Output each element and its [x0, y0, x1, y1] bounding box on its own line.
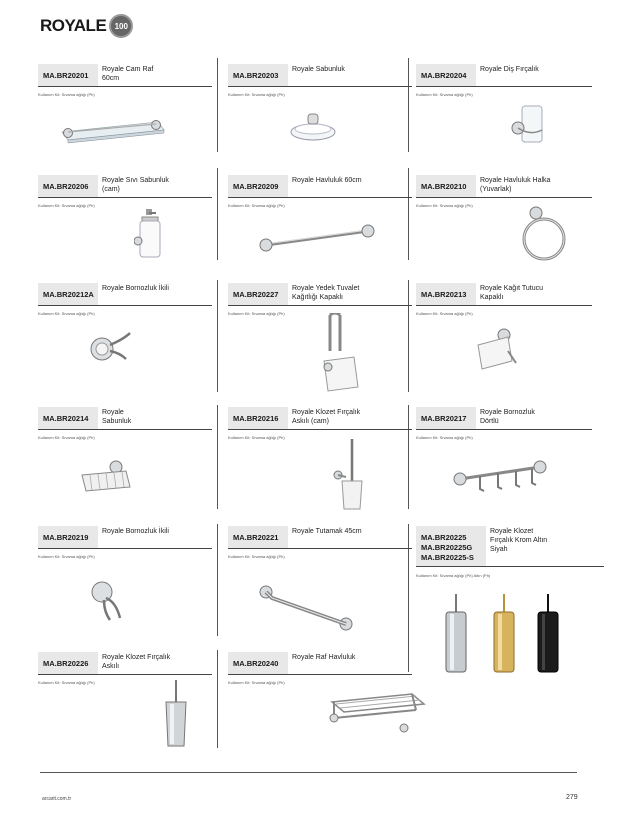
toilet-brush-wall-image	[162, 678, 188, 748]
product-underline	[228, 197, 412, 198]
product-underline	[228, 548, 412, 549]
product-name: Royale Diş Fırçalık	[480, 66, 539, 73]
product-spec: Kullanım Kit: Sıvama ağlığı (Ph)	[228, 435, 285, 440]
product-underline	[416, 305, 592, 306]
product-code: MA.BR20210	[416, 175, 476, 197]
product-card	[38, 283, 212, 383]
product-card	[416, 283, 592, 383]
soap-dispenser-image	[134, 207, 164, 263]
product-spec: Kullanım Kit: Sıvama ağlığı (Ph)	[38, 311, 95, 316]
product-spec: Kullanım Kit: Sıvama ağlığı (Ph)	[38, 435, 95, 440]
product-code: MA.BR20213	[416, 283, 476, 305]
brand-badge: 100	[109, 14, 133, 38]
product-card	[228, 407, 412, 507]
product-card	[38, 175, 212, 265]
product-spec: Kullanım Kit: Sıvama ağlığı (Ph)	[38, 680, 95, 685]
product-card	[38, 652, 212, 752]
towel-ring-image	[518, 205, 568, 263]
product-spec: Kullanım Kit: Sıvama ağlığı (Ph)	[416, 311, 473, 316]
product-spec: Kullanım Kit: Sıvama ağlığı (Ph)	[228, 92, 285, 97]
product-underline	[38, 674, 212, 675]
product-spec: Kullanım Kit: Sıvama ağlığı (Ph)	[228, 680, 285, 685]
brush-holder-black-image	[534, 592, 562, 674]
product-underline	[416, 429, 592, 430]
towel-bar-image	[256, 223, 378, 255]
soap-basket-image	[78, 459, 134, 493]
product-underline	[38, 197, 212, 198]
product-name: Royale Raf Havluluk	[292, 654, 356, 661]
brush-holder-chrome-image	[442, 592, 470, 674]
product-code: MA.BR20206	[38, 175, 98, 197]
product-code: MA.BR20226	[38, 652, 98, 674]
column-divider	[217, 58, 218, 152]
product-card	[228, 64, 412, 154]
toilet-brush-holder-image	[332, 437, 364, 511]
product-underline	[228, 429, 412, 430]
product-card	[38, 407, 212, 507]
column-divider	[217, 168, 218, 260]
product-underline	[38, 86, 212, 87]
product-spec: Kullanım Kit: Sıvama ağlığı (Ph)	[416, 435, 473, 440]
product-name: Royale Sabunluk	[292, 66, 345, 73]
product-code: MA.BR20214	[38, 407, 98, 429]
product-spec: Kullanım Kit: Sıvama ağlığı (Ph)	[416, 92, 473, 97]
product-underline	[228, 305, 412, 306]
spare-roll-holder-image	[318, 313, 362, 393]
product-spec: Kullanım Kit: Sıvama ağlığı (Ph)	[228, 311, 285, 316]
product-code: MA.BR20201	[38, 64, 98, 86]
column-divider	[217, 524, 218, 636]
product-underline	[38, 548, 212, 549]
page-number: 279	[566, 794, 578, 801]
brand-name: ROYALE	[40, 16, 107, 35]
column-divider	[217, 280, 218, 392]
grab-bar-image	[258, 584, 356, 632]
product-code: MA.BR20216	[228, 407, 288, 429]
product-name: Royale Bornozluk İkili	[102, 528, 169, 535]
product-spec: Kullanım Kit: Sıvama ağlığı (Ph)	[228, 554, 285, 559]
paper-holder-image	[474, 327, 520, 371]
product-code: MA.BR20217	[416, 407, 476, 429]
towel-shelf-image	[328, 688, 428, 734]
product-underline	[416, 86, 592, 87]
column-divider	[217, 405, 218, 509]
product-name: Royale Sıvı Sabunluk (cam)	[102, 177, 169, 193]
product-underline	[416, 566, 604, 567]
product-card	[228, 283, 412, 383]
product-code: MA.BR20227	[228, 283, 288, 305]
product-code: MA.BR20219	[38, 526, 98, 548]
product-underline	[228, 86, 412, 87]
quad-hook-rail-image	[452, 457, 548, 501]
footer-url: arcarit.com.tr	[42, 796, 72, 802]
product-code: MA.BR20203	[228, 64, 288, 86]
product-underline	[416, 197, 592, 198]
product-name: Royale Tutamak 45cm	[292, 528, 362, 535]
product-name: Royale Sabunluk	[102, 409, 132, 425]
product-code: MA.BR20212A	[38, 283, 98, 305]
brush-holder-gold-image	[490, 592, 518, 674]
product-spec: Kullanım Kit: Sıvama ağlığı (Ph)	[416, 203, 473, 208]
product-code: MA.BR20240	[228, 652, 288, 674]
product-underline	[228, 674, 412, 675]
column-divider	[217, 650, 218, 748]
product-code: MA.BR20209	[228, 175, 288, 197]
product-card	[416, 175, 592, 265]
product-name: Royale Klozet Fırçalık Askılı (cam)	[292, 409, 361, 425]
product-name: Royale Klozet Fırçalık Askılı	[102, 654, 171, 670]
brand-logo	[40, 14, 133, 38]
product-spec: Kullanım Kit: Sıvama ağlığı (Ph) Altın (Ph)	[416, 573, 491, 578]
tumbler-holder-image	[510, 102, 546, 148]
product-card	[416, 526, 604, 676]
soap-dish-image	[288, 110, 338, 144]
product-card	[228, 652, 412, 752]
product-underline	[38, 305, 212, 306]
product-card	[38, 526, 212, 626]
product-name: Royale Bornozluk Dörtlü	[480, 409, 535, 425]
product-card	[416, 407, 592, 507]
product-name: Royale Cam Raf 60cm	[102, 66, 154, 82]
product-spec: Kullanım Kit: Sıvama ağlığı (Ph)	[228, 203, 285, 208]
product-name: Royale Bornozluk İkili	[102, 285, 169, 292]
product-spec: Kullanım Kit: Sıvama ağlığı (Ph)	[38, 554, 95, 559]
product-code: MA.BR20225 MA.BR20225G MA.BR20225-S	[416, 526, 486, 566]
product-card	[228, 526, 412, 626]
product-card	[38, 64, 212, 154]
product-code: MA.BR20221	[228, 526, 288, 548]
glass-shelf-image	[58, 116, 168, 146]
footer-rule	[40, 772, 577, 773]
product-card	[416, 64, 592, 154]
product-spec: Kullanım Kit: Sıvama ağlığı (Ph)	[38, 92, 95, 97]
product-name: Royale Klozet Fırçalık Krom Altın Siyah	[490, 528, 548, 553]
product-name: Royale Havluluk 60cm	[292, 177, 362, 184]
robe-hook-image	[88, 329, 136, 367]
product-card	[228, 175, 412, 265]
product-code: MA.BR20204	[416, 64, 476, 86]
product-name: Royale Havluluk Halka (Yuvarlak)	[480, 177, 551, 193]
double-hook-image	[88, 578, 130, 624]
product-name: Royale Kağıt Tutucu Kapaklı	[480, 285, 544, 301]
product-name: Royale Yedek Tuvalet Kağıtlığı Kapaklı	[292, 285, 360, 301]
product-underline	[38, 429, 212, 430]
product-spec: Kullanım Kit: Sıvama ağlığı (Ph)	[38, 203, 95, 208]
